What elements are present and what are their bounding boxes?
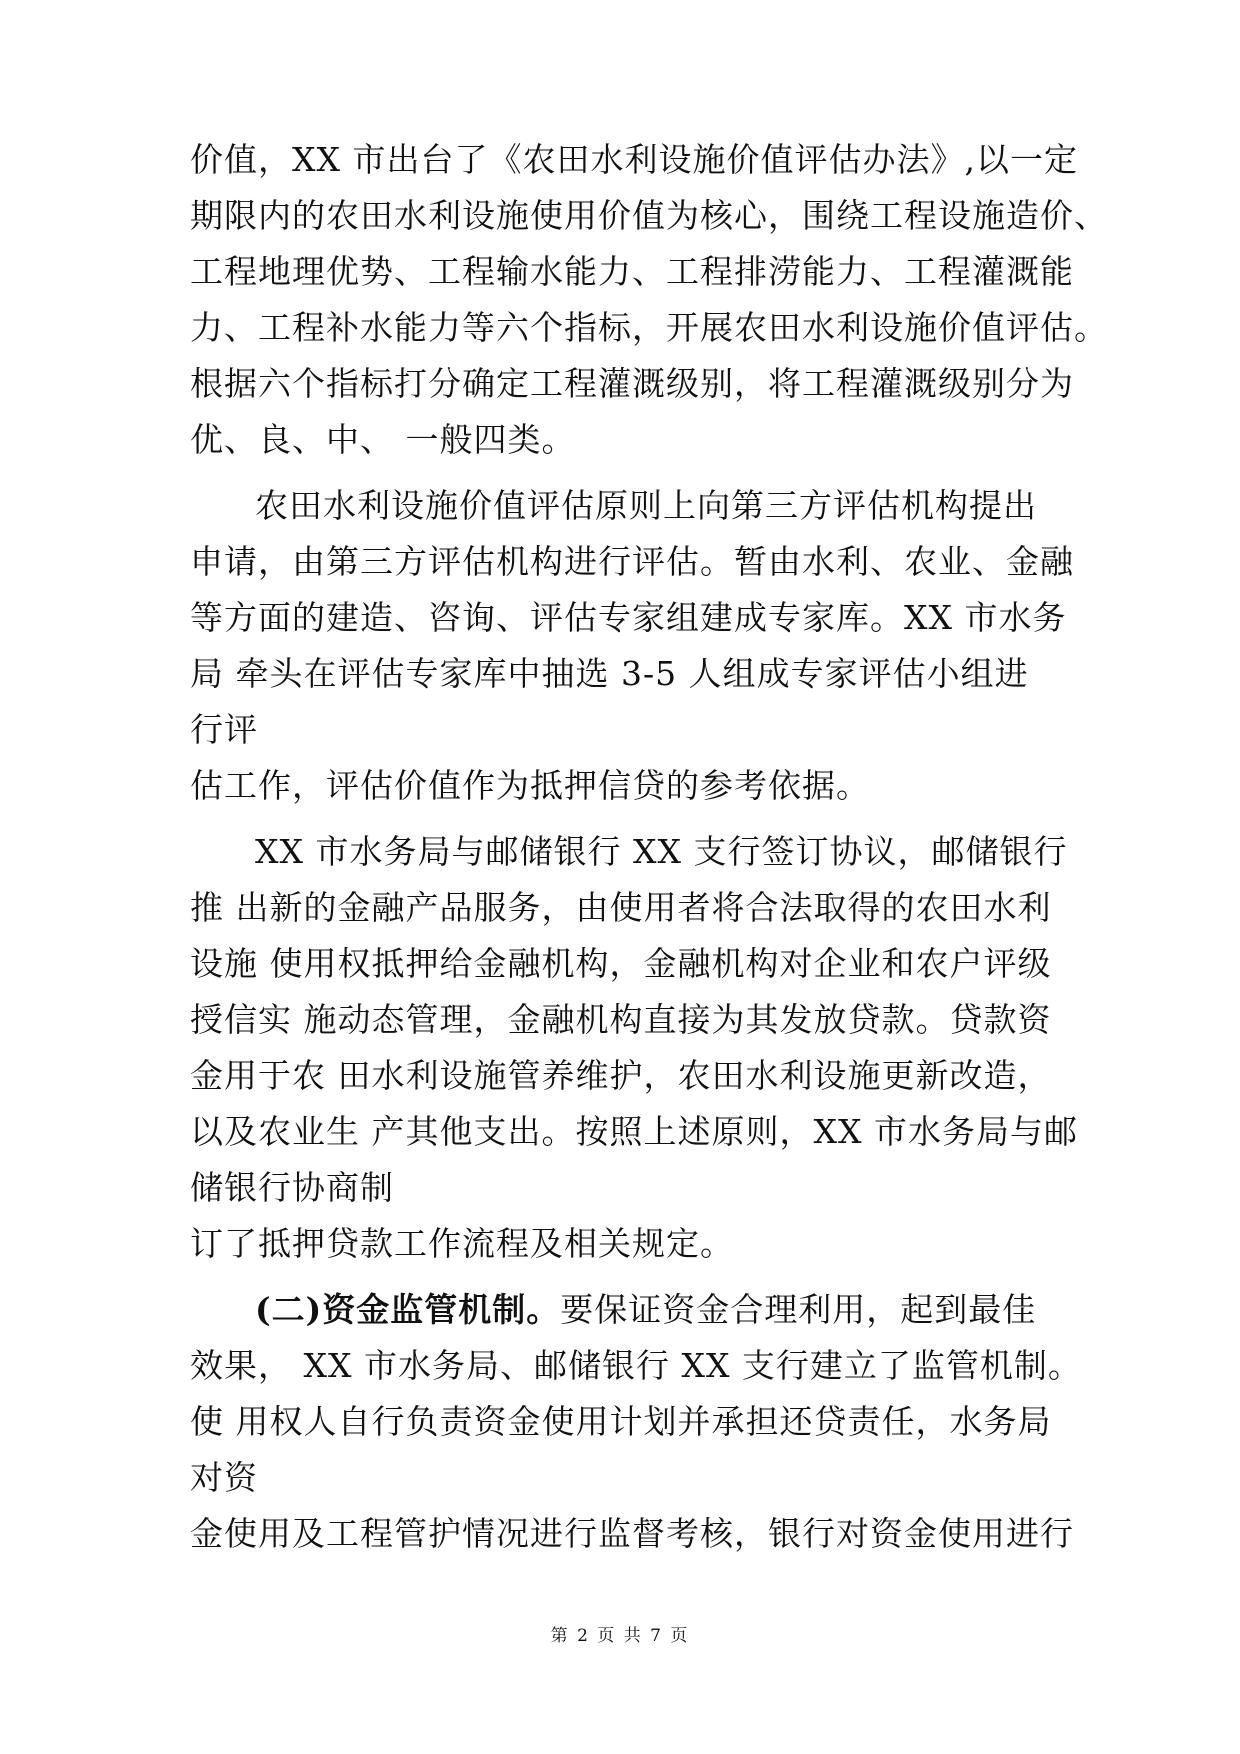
- text-line-14: 推 出新的金融产品服务，由使用者将合法取得的农田水利: [190, 888, 1052, 927]
- text-line-7: 农田水利设施价值评估原则上向第三方评估机构提出: [255, 486, 1037, 525]
- text-line-25: 金使用及工程管护情况进行监督考核，银行对资金使用进行: [190, 1514, 1074, 1553]
- text-line-5: 根据六个指标打分确定工程灌溉级别，将工程灌溉级别分为: [190, 364, 1074, 403]
- text-line-15: 设施 使用权抵押给金融机构，金融机构对企业和农户评级: [190, 944, 1052, 983]
- text-line-9: 等方面的建造、咨询、评估专家组建成专家库。XX 市水务: [190, 598, 1067, 637]
- text-line-23: 使 用权人自行负责资金使用计划并承担还贷责任，水务局: [190, 1402, 1052, 1441]
- page-number-footer: 第 2 页 共 7 页: [550, 1626, 690, 1646]
- text-line-11: 行评: [190, 710, 258, 749]
- text-line-1: 价值，XX 市出台了《农田水利设施价值评估办法》,以一定: [190, 140, 1078, 179]
- text-line-20: 订了抵押贷款工作流程及相关规定。: [190, 1224, 734, 1263]
- text-line-22: 效果， XX 市水务局、邮储银行 XX 支行建立了监管机制。: [190, 1346, 1082, 1385]
- text-line-24: 对资: [190, 1458, 258, 1497]
- section-heading: (二)资金监管机制。: [255, 1290, 561, 1329]
- text-line-3: 工程地理优势、工程输水能力、工程排涝能力、工程灌溉能: [190, 252, 1074, 291]
- text-line-17: 金用于农 田水利设施管养维护，农田水利设施更新改造，: [190, 1056, 1052, 1095]
- text-line-6: 优、良、中、 一般四类。: [190, 420, 576, 459]
- text-line-4: 力、工程补水能力等六个指标，开展农田水利设施价值评估。: [190, 308, 1108, 347]
- text-line-2: 期限内的农田水利设施使用价值为核心，围绕工程设施造价、: [190, 196, 1108, 235]
- text-line-18: 以及农业生 产其他支出。按照上述原则，XX 市水务局与邮: [190, 1112, 1078, 1151]
- text-line-12: 估工作，评估价值作为抵押信贷的参考依据。: [190, 766, 870, 805]
- section-heading-line: (二)资金监管机制。要保证资金合理利用，起到最佳: [255, 1290, 1037, 1329]
- text-line-10: 局 牵头在评估专家库中抽选 3-5 人组成专家评估小组进: [190, 654, 1029, 693]
- text-line-13: XX 市水务局与邮储银行 XX 支行签订协议，邮储银行: [255, 832, 1068, 871]
- text-line-16: 授信实 施动态管理，金融机构直接为其发放贷款。贷款资: [190, 1000, 1052, 1039]
- text-line-8: 申请，由第三方评估机构进行评估。暂由水利、农业、金融: [190, 542, 1074, 581]
- text-line-19: 储银行协商制: [190, 1168, 394, 1207]
